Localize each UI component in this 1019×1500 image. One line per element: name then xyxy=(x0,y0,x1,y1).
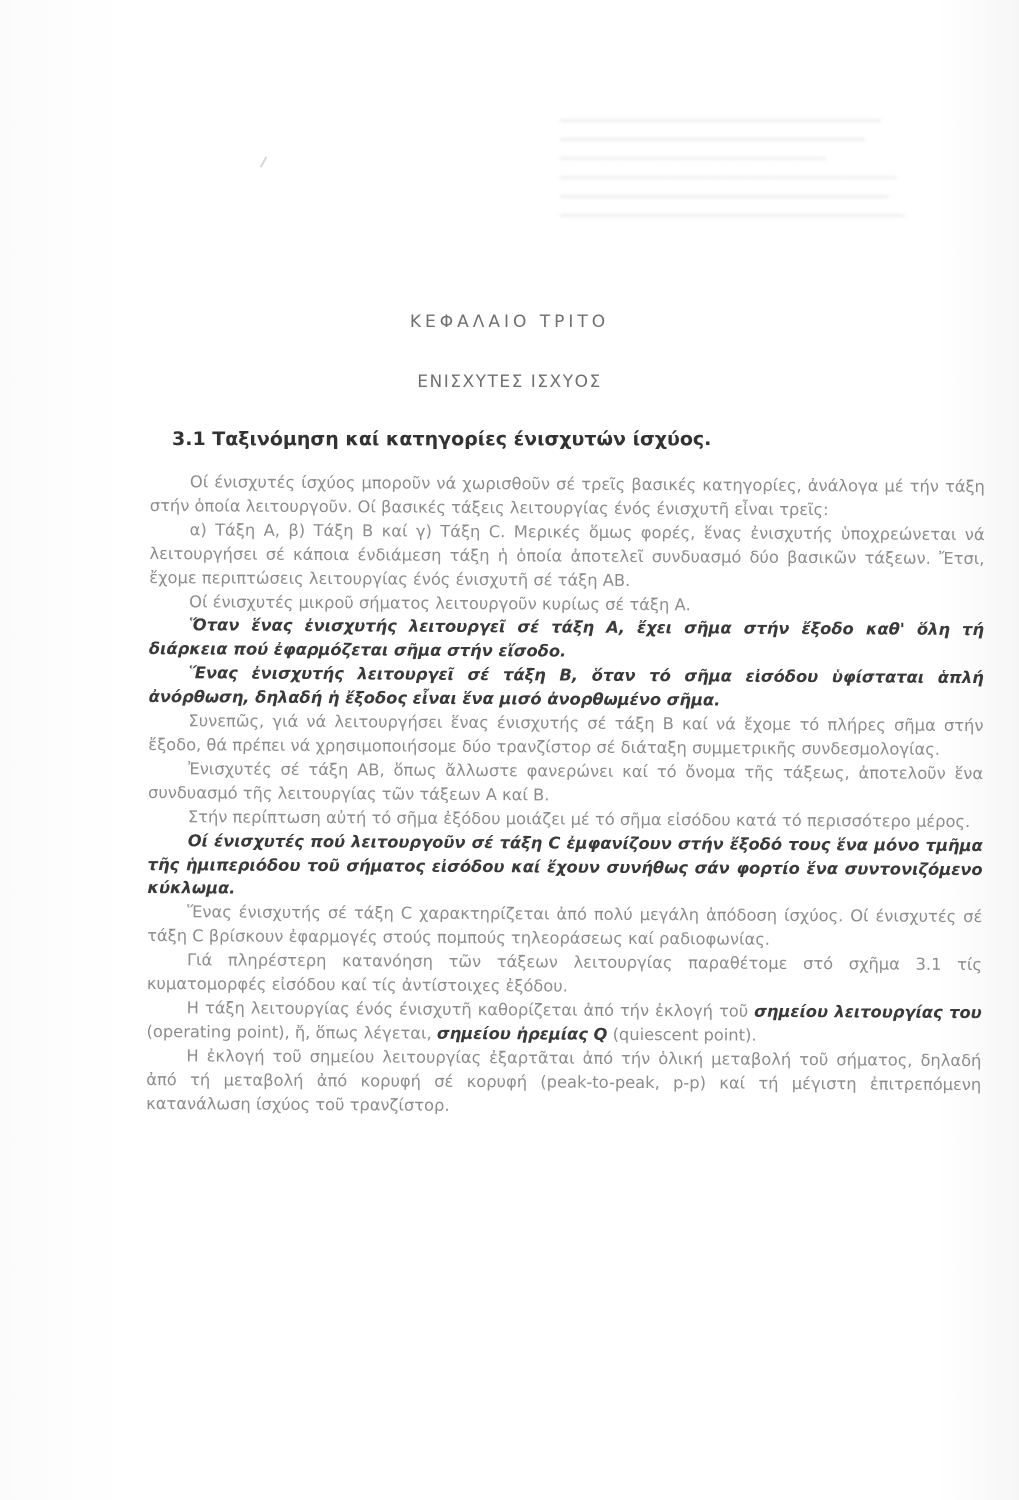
paragraph: Ἕνας ένισχυτής σέ τάξη C χαρακτηρίζεται ἀπό πολύ μεγάλη ἀπόδοση ίσχύος. Οί ένισχυτές σέ τάξη C βρίσκουν ἐφαρμογές στούς πομπούς τηλεοράσεως καί ραδιοφωνίας. xyxy=(147,902,983,950)
paragraph: Ἐνισχυτές σέ τάξη ΑΒ, ὅπως ἄλλωστε φανερώνει καί τό ὄνομα τῆς τάξεως, ἀποτελοῦν ἕνα συνδυασμό τῆς λειτουργίας τῶν τάξεων Α καί Β. xyxy=(147,759,984,805)
chapter-subtitle: ΕΝΙΣΧΥΤΕΣ ΙΣΧΥΟΣ xyxy=(417,372,602,392)
paragraph xyxy=(146,996,981,1049)
ink-speck xyxy=(260,156,275,171)
paragraph-text: (quiescent point). xyxy=(612,1024,757,1045)
paragraph: Οί ένισχυτές ίσχύος μποροῦν νά χωρισθοῦν σέ τρεῖς βασικές κατηγορίες, ἀνάλογα μέ τήν τάξη στήν ὁποία λειτουργοῦν. Οί βασικές τάξεις λειτουργίας ένός ένισχυτῆ εἶναι τρεῖς: xyxy=(149,472,985,520)
paragraph: α) Τάξη Α, β) Τάξη Β καί γ) Τάξη C. Μερικές ὅμως φορές, ἕνας ἐνισχυτής ὑποχρεώνεται νά λειτουργήσει σέ κάποια ένδιάμεση τάξη ἡ ὁποία ἀποτελεῖ συνδυασμό δύο βασικῶν τάξεων. Ἔτσι, ἔχομε περιπτώσεις λειτουργίας ένός ένισχυτῆ σέ τάξη ΑΒ. xyxy=(149,520,985,590)
emphasized-paragraph: Οί ένισχυτές πού λειτουργοῦν σέ τάξη C ἐμφανίζουν στήν ἔξοδό τους ἕνα μόνο τμῆμα τῆς ἡμιπεριόδου τοῦ σήματος εἰσόδου καί ἔχουν συνήθως σάν φορτίο ἕνα συντονιζόμενο κύκλωμα. xyxy=(147,830,983,898)
paragraph-text: (operating point), ἤ, ὅπως λέγεται, xyxy=(146,1021,432,1043)
term-quiescent-point: σημείου ἠρεμίας Q xyxy=(436,1023,608,1044)
paragraph: Γιά πληρέστερη κατανόηση τῶν τάξεων λειτουργίας παραθέτομε στό σχῆμα 3.1 τίς κυματομορφές εἰσόδου καί τίς ἀντίστοιχες ἐξόδου. xyxy=(146,950,983,996)
paragraph-text: Η τάξη λειτουργίας ένός ένισχυτῆ καθορίζεται ἀπό τήν ἐκλογή τοῦ xyxy=(186,998,749,1021)
paragraph: Συνεπῶς, γιά νά λειτουργήσει ἕνας ένισχυτής σέ τάξη Β καί νά ἔχομε τό πλήρες σῆμα στήν ἔξοδο, θά πρέπει νά χρησιμοποιήσομε δύο τρανζίστορ σέ διάταξη συμμετρικῆς συνδεσμολογίας. xyxy=(148,711,984,759)
paragraph: Η ἐκλογή τοῦ σημείου λειτουργίας ἐξαρτᾶται ἀπό τήν ὁλική μεταβολή τοῦ σήματος, δηλαδή ἀπό τή μεταβολή ἀπό κορυφή σέ κορυφή (peak-to-peak, p-p) καί τή μέγιστη ἐπιτρεπόμενη κατανάλωση ίσχύος τοῦ τρανζίστορ. xyxy=(146,1045,982,1115)
paragraph: Στήν περίπτωση αὐτή τό σῆμα ἐξόδου μοιάζει μέ τό σῆμα εἰσόδου κατά τό περισσότερο μέρος. xyxy=(187,806,971,831)
term-operating-point: σημείου λειτουργίας του xyxy=(754,1001,982,1023)
section-heading: 3.1 Ταξινόμηση καί κατηγορίες ένισχυτών ίσχύος. xyxy=(172,428,712,450)
emphasized-paragraph: Ὅταν ἕνας ἐνισχυτής λειτουργεῖ σέ τάξη Α, ἔχει σῆμα στήν ἔξοδο καθ' ὅλη τή διάρκεια πού ἐφαρμόζεται σῆμα στήν εἴσοδο. xyxy=(148,615,985,661)
paragraph: Οί ένισχυτές μικροῦ σήματος λειτουργοῦν κυρίως σέ τάξη Α. xyxy=(189,591,691,614)
emphasized-paragraph: Ἕνας ἐνισχυτής λειτουργεῖ σέ τάξη Β, ὅταν τό σῆμα εἰσόδου ὑφίσταται ἁπλή ἀνόρθωση, δηλαδή ἡ ἔξοδος εἶναι ἕνα μισό ἀνορθωμένο σῆμα. xyxy=(148,663,984,710)
body-text xyxy=(146,470,985,1121)
chapter-title: ΚΕΦΑΛΑΙΟ ΤΡΙΤΟ xyxy=(409,312,610,332)
show-through-text: ━━━━━━━━━━━━━━━━━━━━━━━━━━━━━━━━━━━━━━━━━ ━━━━━━━━━━━━━━━━━━━━━━━━━━━━━━━━━━━━━━━ ━━━━━━━━━━━━━━━━━━━━━━━━━━━━━━━━━━ ━━━━━━━━━━━━━━━━━━━━━━━━━━━━━━━━━━━━━━━━━━━ ━━━━━━━━━━━━━━━━━━━━━━━━━━━━━━━━━━━━━━━━━━ ━━━━━━━━━━━━━━━━━━━━━━━━━━━━━━━━━━━━━━━━━━━━ xyxy=(560,114,905,224)
